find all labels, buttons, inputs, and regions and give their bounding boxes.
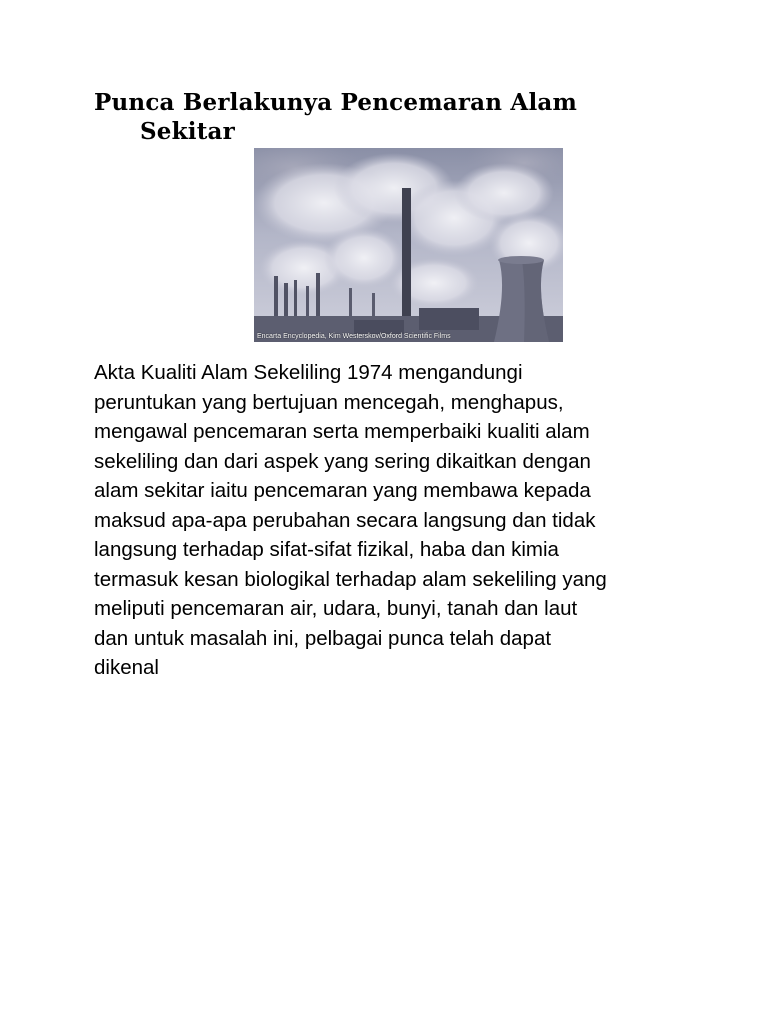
smokestacks-illustration [254, 148, 563, 342]
body-line: mengawal pencemaran serta memperbaiki kualiti alam [94, 420, 590, 443]
body-line: termasuk kesan biologikal terhadap alam sekeliling yang [94, 567, 607, 591]
body-line: peruntukan yang bertujuan mencegah, menghapus, [94, 390, 564, 414]
body-line: Akta Kualiti Alam Sekeliling 1974 mengandungi [94, 361, 523, 384]
page-title-line-1: Punca Berlakunya Pencemaran Alam [94, 89, 578, 116]
body-line: sekeliling dan dari aspek yang sering dikaitkan dengan [94, 449, 591, 473]
photo-caption: Encarta Encyclopedia, Kim Westerskov/Oxford Scientific Films [257, 333, 451, 340]
pollution-photo [254, 148, 563, 342]
page-title [94, 88, 654, 146]
page-title-line-2: Sekitar [140, 118, 235, 145]
body-line: langsung terhadap sifat-sifat fizikal, haba dan kimia [94, 538, 559, 561]
body-line: meliputi pencemaran air, udara, bunyi, tanah dan laut [94, 597, 578, 620]
body-paragraph [94, 358, 694, 683]
body-line: alam sekitar iaitu pencemaran yang membawa kepada [94, 479, 591, 502]
body-line: dan untuk masalah ini, pelbagai punca telah dapat [94, 626, 552, 650]
body-line: dikenal [94, 656, 159, 679]
body-line: maksud apa-apa perubahan secara langsung dan tidak [94, 508, 596, 532]
